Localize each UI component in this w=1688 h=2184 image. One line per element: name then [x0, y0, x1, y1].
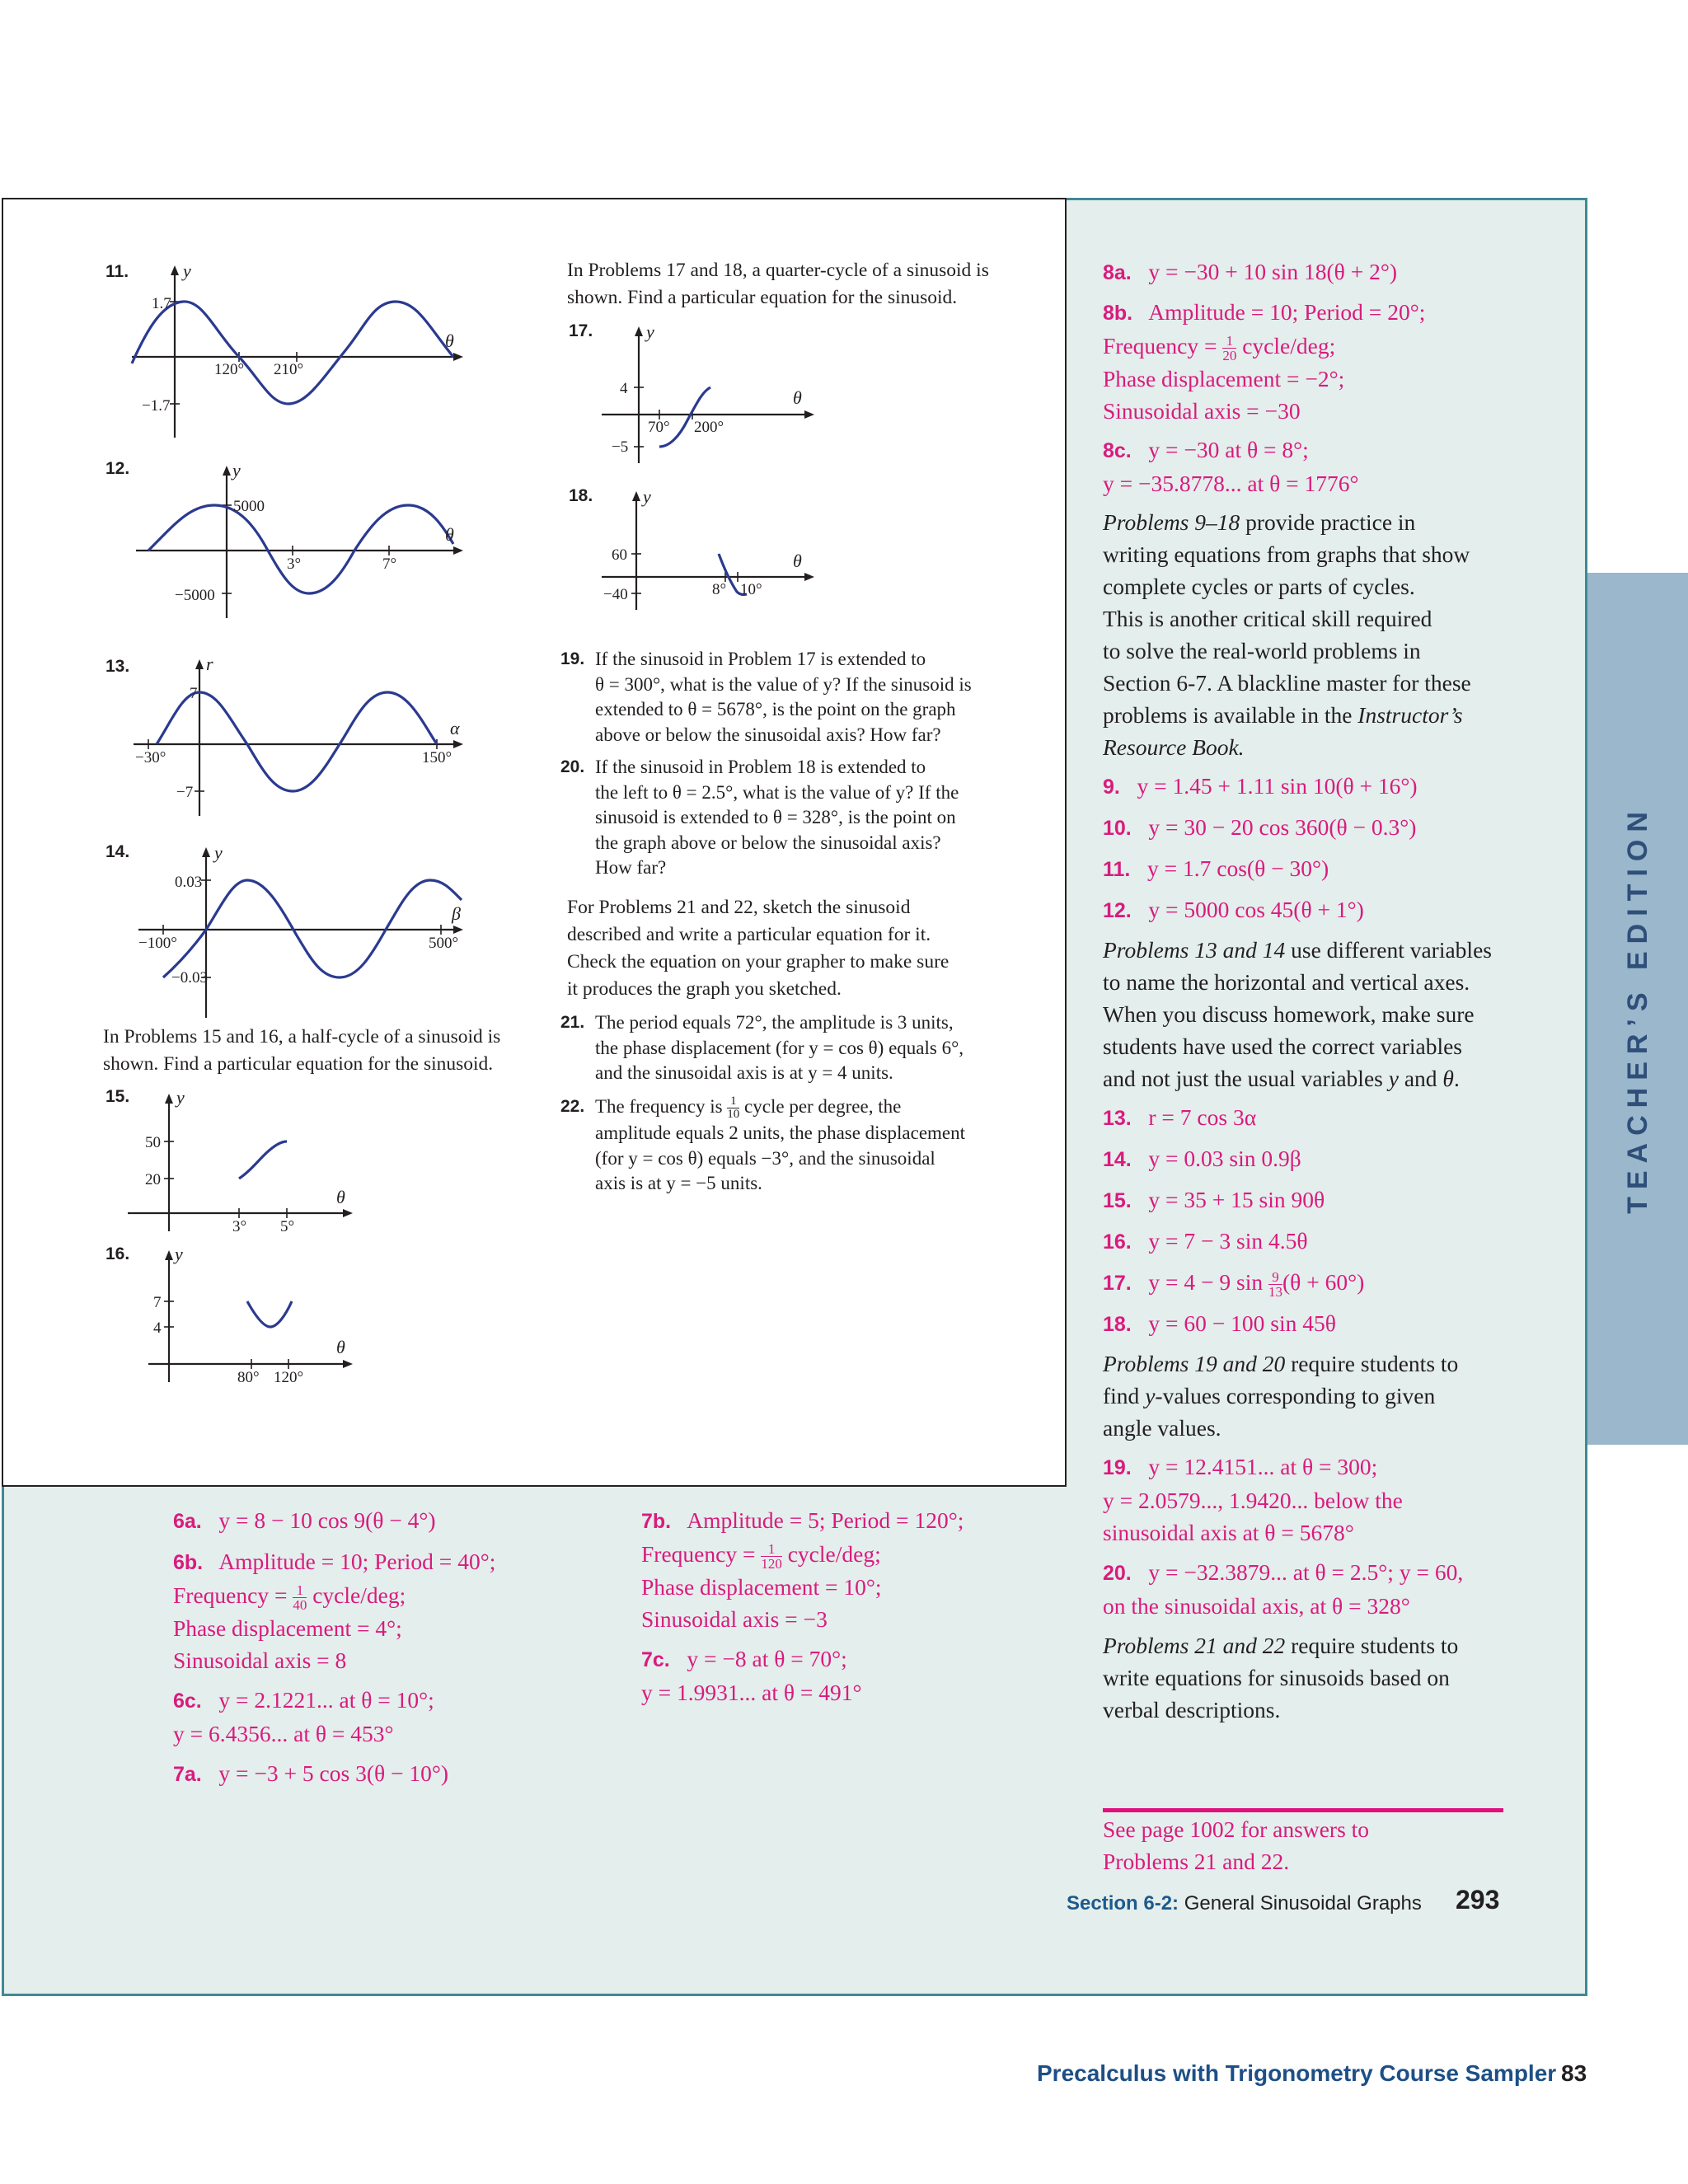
- answer-6a: 6a. y = 8 − 10 cos 9(θ − 4°): [173, 1507, 436, 1533]
- svg-text:−40: −40: [603, 586, 628, 603]
- problem-19-text: If the sinusoid in Problem 17 is extended to θ = 300°, what is the value of y? If the sinusoid is extended to θ = 5678°, is the point on the graph above or below the sinusoidal axis? How far?: [595, 649, 972, 745]
- answer-6c: 6c. y = 2.1221... at θ = 10°; y = 6.4356... at θ = 453°: [173, 1687, 434, 1747]
- problem-21-number: 21.: [560, 1013, 585, 1032]
- svg-text:7: 7: [153, 1294, 162, 1311]
- intro-problems-15-16: In Problems 15 and 16, a half-cycle of a sinusoid is shown. Find a particular equation for the sinusoid.: [103, 1026, 501, 1075]
- answer-13: 13. r = 7 cos 3α: [1103, 1104, 1257, 1131]
- svg-text:60: 60: [612, 546, 627, 564]
- intro-problems-21-22: For Problems 21 and 22, sketch the sinusoid described and write a particular equation for it. Check the equation on your grapher to make sure it produces the graph you sketched.: [567, 897, 950, 1000]
- svg-text:500°: 500°: [429, 935, 459, 952]
- x-axis-label: θ: [445, 330, 454, 351]
- problem-19-number: 19.: [560, 649, 585, 668]
- teacher-answers-column: [1103, 255, 1564, 1726]
- svg-text:7°: 7°: [382, 555, 397, 573]
- answer-10: 10. y = 30 − 20 cos 360(θ − 0.3°): [1103, 814, 1417, 841]
- answer-15: 15. y = 35 + 15 sin 90θ: [1103, 1187, 1325, 1213]
- answer-6b: 6b. Amplitude = 10; Period = 40°; Frequency = $\frac{1}{40}$ cycle/deg; Phase displacement = 4°; Sinusoidal axis = 8: [173, 1549, 496, 1674]
- y-axis-label: y: [183, 260, 191, 281]
- problem-20-text: If the sinusoid in Problem 18 is extended to the left to θ = 2.5°, what is the value of y? If the sinusoid is extended to θ = 328°, is the point on the graph above or below the sinusoidal axis? How far?: [595, 757, 959, 878]
- svg-text:−100°: −100°: [138, 935, 177, 952]
- tick-label: 210°: [274, 361, 304, 378]
- svg-text:0.03: 0.03: [175, 874, 203, 891]
- svg-text:50: 50: [145, 1134, 161, 1151]
- problem-13-graph: [124, 655, 470, 820]
- problem-22: [560, 1094, 1039, 1197]
- problem-18-graph: [577, 486, 824, 618]
- problem-13-number: 13.: [106, 657, 130, 676]
- svg-text:y: y: [646, 321, 654, 342]
- answer-19: 19. y = 12.4151... at θ = 300; y = 2.0579..., 1.9420... below the sinusoidal axis at θ = 5678°: [1103, 1454, 1403, 1546]
- problem-21-text: The period equals 72°, the amplitude is 3 units, the phase displacement (for y = cos θ) equals 6°, and the sinusoidal axis is at y = 4 units.: [595, 1012, 964, 1083]
- svg-text:3°: 3°: [232, 1218, 247, 1234]
- problem-17-number: 17.: [569, 321, 593, 340]
- svg-text:−7: −7: [176, 784, 194, 801]
- svg-text:20: 20: [145, 1171, 161, 1188]
- answer-11: 11. y = 1.7 cos(θ − 30°): [1103, 855, 1329, 882]
- svg-text:r: r: [206, 655, 213, 674]
- answer-7a: 7a. y = −3 + 5 cos 3(θ − 10°): [173, 1760, 449, 1787]
- half-cycle-curve: [247, 1301, 292, 1327]
- answer-8a: 8a. y = −30 + 10 sin 18(θ + 2°): [1103, 259, 1398, 284]
- problem-16-graph: [124, 1246, 371, 1386]
- answer-8c: 8c. y = −30 at θ = 8°; y = −35.8778... at θ = 1776°: [1103, 437, 1359, 497]
- quarter-cycle-curve: [659, 387, 710, 447]
- answer-20: 20. y = −32.3879... at θ = 2.5°; y = 60, on the sinusoidal axis, at θ = 328°: [1103, 1559, 1464, 1619]
- see-page-divider: [1103, 1808, 1503, 1812]
- svg-text:−5: −5: [612, 438, 629, 456]
- svg-text:80°: 80°: [237, 1369, 260, 1386]
- svg-text:θ: θ: [336, 1187, 345, 1207]
- svg-text:4: 4: [153, 1319, 162, 1337]
- teacher-note-19-20: Problems 19 and 20 require students to find y-values corresponding to given angle values.: [1103, 1351, 1459, 1441]
- teacher-note-21-22: Problems 21 and 22 require students to write equations for sinusoids based on verbal descriptions.: [1103, 1633, 1459, 1723]
- svg-text:7: 7: [190, 685, 198, 702]
- svg-text:150°: 150°: [422, 749, 452, 766]
- tick-label: 1.7: [152, 295, 171, 312]
- bottom-answers-left: [173, 1504, 602, 1791]
- svg-text:θ: θ: [445, 524, 454, 545]
- problem-22-number: 22.: [560, 1097, 585, 1116]
- intro-problems-17-18: In Problems 17 and 18, a quarter-cycle of a sinusoid is shown. Find a particular equation for the sinusoid.: [567, 260, 989, 308]
- svg-text:4: 4: [620, 380, 628, 397]
- sampler-page-number: 83: [1561, 2060, 1587, 2086]
- problem-18-number: 18.: [569, 486, 593, 505]
- problem-12-graph: [124, 462, 470, 626]
- answer-17: 17. y = 4 − 9 sin $\frac{9}{13}$ (θ + 60°): [1103, 1269, 1365, 1301]
- problem-15-number: 15.: [106, 1087, 130, 1106]
- svg-text:y: y: [232, 462, 241, 480]
- svg-text:y: y: [643, 486, 651, 507]
- svg-text:5°: 5°: [280, 1218, 295, 1234]
- svg-text:y: y: [214, 842, 223, 863]
- problem-16-number: 16.: [106, 1244, 130, 1263]
- svg-text:θ: θ: [336, 1337, 345, 1357]
- svg-text:θ: θ: [793, 551, 802, 571]
- section-footer: Section 6-2: General Sinusoidal Graphs: [1067, 1892, 1422, 1915]
- half-cycle-curve: [239, 1141, 287, 1179]
- problem-20-number: 20.: [560, 757, 585, 776]
- answer-7c: 7c. y = −8 at θ = 70°; y = 1.9931... at θ = 491°: [641, 1646, 862, 1706]
- teacher-note-9-18: Problems 9–18 provide practice in writing equations from graphs that show complete cycles or parts of cycles. This is another critical skill required to solve the real-world problems in Section 6-7. A blackline master for these problems is available in the Instructor’s Resource Book.: [1103, 509, 1471, 761]
- x-axis-arrow: [453, 353, 463, 361]
- svg-text:8°: 8°: [712, 581, 727, 598]
- problem-11-graph: [124, 260, 470, 443]
- answer-16: 16. y = 7 − 3 sin 4.5θ: [1103, 1228, 1308, 1254]
- page-number: 293: [1456, 1885, 1500, 1915]
- problem-21: [560, 1010, 1039, 1086]
- sampler-title: Precalculus with Trigonometry Course Sampler: [1037, 2060, 1557, 2086]
- tick-label: −1.7: [142, 397, 171, 415]
- answer-18: 18. y = 60 − 100 sin 45θ: [1103, 1310, 1336, 1337]
- svg-text:120°: 120°: [274, 1369, 304, 1386]
- problem-22-text: The frequency is $\frac{1}{10}$ cycle per degree, the amplitude equals 2 units, the phase displacement (for y = cos θ) equals −3°, and the sinusoidal axis is at y = −5 units.: [595, 1094, 966, 1194]
- edition-side-tab-label: TEACHER’S EDITION: [1621, 804, 1653, 1214]
- teacher-note-13-14: Problems 13 and 14 use different variables to name the horizontal and vertical axes. When you discuss homework, make sure students have used the correct variables and not just the usual variables y and θ.: [1103, 937, 1492, 1092]
- svg-text:−0.03: −0.03: [171, 969, 208, 987]
- problem-14-graph: [124, 841, 470, 1022]
- svg-text:5000: 5000: [233, 498, 265, 515]
- y-axis-arrow: [171, 265, 179, 275]
- answer-7b: 7b. Amplitude = 5; Period = 120°; Frequency = $\frac{1}{120}$ cycle/deg; Phase displacement = 10°; Sinusoidal axis = −3: [641, 1507, 964, 1633]
- answer-14: 14. y = 0.03 sin 0.9β: [1103, 1146, 1301, 1172]
- svg-text:−30°: −30°: [135, 749, 166, 766]
- answer-9: 9. y = 1.45 + 1.11 sin 10(θ + 16°): [1103, 773, 1418, 799]
- svg-text:y: y: [176, 1090, 185, 1108]
- answer-8b: 8b. Amplitude = 10; Period = 20°; Frequency = $\frac{1}{20}$ cycle/deg; Phase displacement = −2°; Sinusoidal axis = −30: [1103, 299, 1426, 424]
- tick-label: 120°: [214, 361, 245, 378]
- svg-text:y: y: [175, 1246, 183, 1264]
- svg-text:−5000: −5000: [175, 587, 215, 604]
- problem-15-graph: [124, 1090, 371, 1234]
- sinusoid-curve: [132, 302, 453, 404]
- svg-text:α: α: [450, 718, 460, 738]
- svg-text:3°: 3°: [287, 555, 302, 573]
- svg-text:10°: 10°: [740, 581, 762, 598]
- bottom-answers-middle: [641, 1504, 1070, 1708]
- see-page-note: See page 1002 for answers to Problems 21 and 22.: [1103, 1816, 1370, 1874]
- sinusoid-curve: [148, 505, 453, 593]
- problem-12-number: 12.: [106, 459, 130, 478]
- answer-12: 12. y = 5000 cos 45(θ + 1°): [1103, 897, 1364, 923]
- problem-14-number: 14.: [106, 842, 130, 861]
- svg-text:200°: 200°: [694, 419, 724, 436]
- problem-17-graph: [577, 321, 824, 470]
- problem-20: [560, 755, 1039, 881]
- problem-19: [560, 647, 1039, 748]
- problem-11-number: 11.: [106, 262, 129, 281]
- svg-text:70°: 70°: [648, 419, 670, 436]
- svg-text:β: β: [452, 903, 461, 924]
- svg-text:θ: θ: [793, 387, 802, 408]
